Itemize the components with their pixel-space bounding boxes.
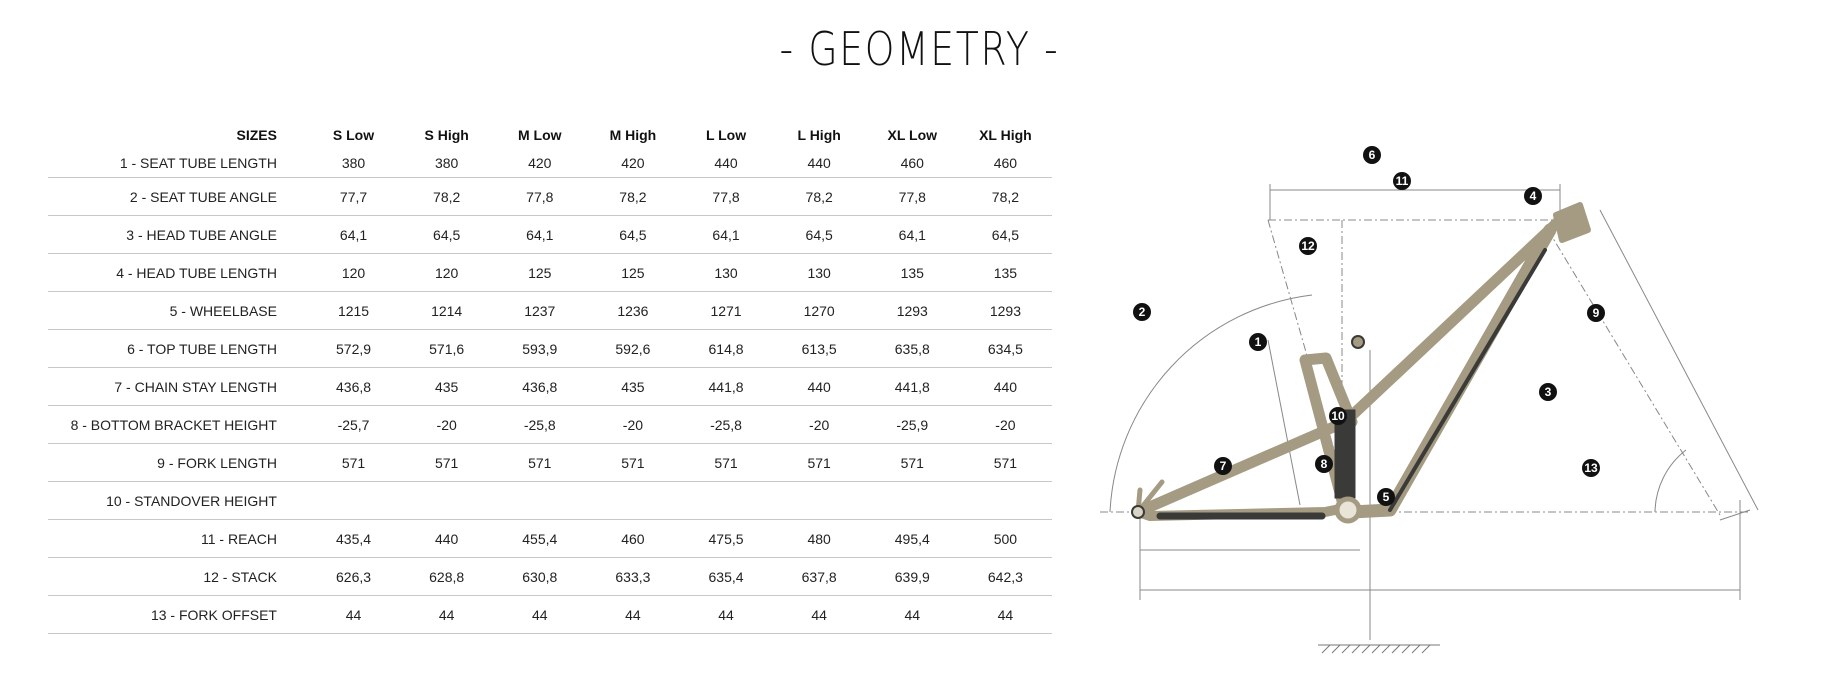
table-cell: 1293 bbox=[866, 292, 959, 330]
row-label: 4 - HEAD TUBE LENGTH bbox=[48, 254, 307, 292]
table-header-row bbox=[48, 122, 1052, 148]
table-cell: 135 bbox=[866, 254, 959, 292]
table-cell: 64,5 bbox=[959, 216, 1052, 254]
dimension-markers bbox=[1133, 146, 1605, 506]
table-cell: 44 bbox=[586, 596, 679, 634]
table-cell: 77,7 bbox=[307, 178, 400, 216]
table-cell: 435,4 bbox=[307, 520, 400, 558]
table-cell: 78,2 bbox=[400, 178, 493, 216]
ground-hatch bbox=[1318, 645, 1440, 653]
table-cell: 44 bbox=[493, 596, 586, 634]
table-cell: 440 bbox=[959, 368, 1052, 406]
table-cell: 1237 bbox=[493, 292, 586, 330]
table-cell: 1215 bbox=[307, 292, 400, 330]
column-header-sizes: SIZES bbox=[236, 127, 277, 143]
table-cell: 44 bbox=[679, 596, 772, 634]
table-cell: 1293 bbox=[959, 292, 1052, 330]
row-label: 11 - REACH bbox=[48, 520, 307, 558]
dimension-marker bbox=[1363, 146, 1381, 164]
row-label: 7 - CHAIN STAY LENGTH bbox=[48, 368, 307, 406]
table-cell: 460 bbox=[586, 520, 679, 558]
table-cell: 64,5 bbox=[773, 216, 866, 254]
dimension-marker bbox=[1524, 187, 1542, 205]
table-cell: 633,3 bbox=[586, 558, 679, 596]
table-cell: 440 bbox=[400, 520, 493, 558]
row-label: 10 - STANDOVER HEIGHT bbox=[48, 482, 307, 520]
table-cell: 440 bbox=[773, 368, 866, 406]
dimension-lines bbox=[1100, 184, 1758, 640]
marker-label: 9 bbox=[1592, 306, 1600, 320]
table-cell bbox=[959, 482, 1052, 520]
table-cell: 635,4 bbox=[679, 558, 772, 596]
dimension-marker bbox=[1214, 457, 1232, 475]
table-cell: 78,2 bbox=[586, 178, 679, 216]
marker-label: 1 bbox=[1254, 335, 1262, 349]
table-cell: 135 bbox=[959, 254, 1052, 292]
dimension-marker bbox=[1539, 383, 1557, 401]
column-header-size: S High bbox=[424, 127, 469, 143]
dimension-marker bbox=[1329, 407, 1347, 425]
dimension-marker bbox=[1393, 172, 1411, 190]
row-label: 2 - SEAT TUBE ANGLE bbox=[48, 178, 307, 216]
column-header-size: M High bbox=[609, 127, 657, 143]
dimension-marker bbox=[1587, 304, 1605, 322]
table-cell: 571,6 bbox=[400, 330, 493, 368]
table-cell: 125 bbox=[586, 254, 679, 292]
bike-frame bbox=[1132, 205, 1588, 521]
table-cell: 642,3 bbox=[959, 558, 1052, 596]
table-cell: 77,8 bbox=[493, 178, 586, 216]
table-cell: 571 bbox=[773, 444, 866, 482]
column-header-size: XL Low bbox=[887, 127, 938, 143]
table-cell: 1271 bbox=[679, 292, 772, 330]
table-cell: 495,4 bbox=[866, 520, 959, 558]
marker-label: 6 bbox=[1368, 148, 1376, 162]
table-cell: 480 bbox=[773, 520, 866, 558]
table-cell: 44 bbox=[773, 596, 866, 634]
table-cell: 64,1 bbox=[493, 216, 586, 254]
table-cell: 44 bbox=[866, 596, 959, 634]
table-row bbox=[48, 406, 1052, 444]
table-cell bbox=[679, 482, 772, 520]
dimension-marker bbox=[1249, 333, 1267, 351]
table-cell: 77,8 bbox=[679, 178, 772, 216]
column-header-size: M Low bbox=[518, 127, 562, 143]
table-cell: 64,5 bbox=[400, 216, 493, 254]
table-cell: 440 bbox=[679, 148, 772, 178]
marker-label: 13 bbox=[1584, 461, 1598, 475]
table-cell: 592,6 bbox=[586, 330, 679, 368]
dimension-marker bbox=[1299, 237, 1317, 255]
table-cell: 571 bbox=[493, 444, 586, 482]
table-cell: -25,8 bbox=[493, 406, 586, 444]
table-cell: -25,8 bbox=[679, 406, 772, 444]
table-cell: 455,4 bbox=[493, 520, 586, 558]
table-cell: 614,8 bbox=[679, 330, 772, 368]
dimension-marker bbox=[1315, 455, 1333, 473]
marker-label: 3 bbox=[1544, 385, 1552, 399]
table-cell: 64,5 bbox=[586, 216, 679, 254]
table-cell: 613,5 bbox=[773, 330, 866, 368]
table-row bbox=[48, 596, 1052, 634]
geometry-diagram bbox=[1090, 148, 1770, 660]
table-cell: 44 bbox=[307, 596, 400, 634]
table-cell: 78,2 bbox=[959, 178, 1052, 216]
table-cell: 626,3 bbox=[307, 558, 400, 596]
column-header-size: S Low bbox=[332, 127, 375, 143]
table-cell: 500 bbox=[959, 520, 1052, 558]
table-row bbox=[48, 148, 1052, 178]
table-cell: 380 bbox=[400, 148, 493, 178]
table-cell: 637,8 bbox=[773, 558, 866, 596]
table-cell bbox=[400, 482, 493, 520]
table-cell: 420 bbox=[586, 148, 679, 178]
table-cell bbox=[773, 482, 866, 520]
table-cell: 571 bbox=[679, 444, 772, 482]
page-title: - GEOMETRY - bbox=[779, 22, 1060, 76]
table-cell: 44 bbox=[400, 596, 493, 634]
column-header-size: XL High bbox=[979, 127, 1032, 143]
row-label: 6 - TOP TUBE LENGTH bbox=[48, 330, 307, 368]
table-row bbox=[48, 368, 1052, 406]
table-cell: 571 bbox=[400, 444, 493, 482]
table-cell: 64,1 bbox=[679, 216, 772, 254]
table-cell: 77,8 bbox=[866, 178, 959, 216]
table-body bbox=[48, 148, 1052, 634]
row-label: 1 - SEAT TUBE LENGTH bbox=[48, 148, 307, 178]
table-cell: 436,8 bbox=[493, 368, 586, 406]
table-row bbox=[48, 444, 1052, 482]
table-cell: 628,8 bbox=[400, 558, 493, 596]
table-row bbox=[48, 482, 1052, 520]
table-cell: 571 bbox=[586, 444, 679, 482]
table-cell: -25,7 bbox=[307, 406, 400, 444]
table-cell: 1236 bbox=[586, 292, 679, 330]
table-cell: 1270 bbox=[773, 292, 866, 330]
table-row bbox=[48, 254, 1052, 292]
table-cell: -20 bbox=[586, 406, 679, 444]
table-cell: 571 bbox=[307, 444, 400, 482]
table-cell: 630,8 bbox=[493, 558, 586, 596]
table-row bbox=[48, 292, 1052, 330]
table-row bbox=[48, 558, 1052, 596]
table-cell: 475,5 bbox=[679, 520, 772, 558]
table-cell: 571 bbox=[866, 444, 959, 482]
table-cell: -25,9 bbox=[866, 406, 959, 444]
table-cell bbox=[307, 482, 400, 520]
table-cell: 130 bbox=[773, 254, 866, 292]
dimension-marker bbox=[1133, 303, 1151, 321]
table-cell: 572,9 bbox=[307, 330, 400, 368]
table-cell: 441,8 bbox=[866, 368, 959, 406]
table-cell: 64,1 bbox=[866, 216, 959, 254]
table-cell: 120 bbox=[307, 254, 400, 292]
table-row bbox=[48, 520, 1052, 558]
row-label: 8 - BOTTOM BRACKET HEIGHT bbox=[48, 406, 307, 444]
geometry-table bbox=[48, 122, 1052, 634]
table-cell bbox=[493, 482, 586, 520]
table-cell: 78,2 bbox=[773, 178, 866, 216]
row-label: 12 - STACK bbox=[48, 558, 307, 596]
table-row bbox=[48, 216, 1052, 254]
marker-label: 5 bbox=[1382, 490, 1390, 504]
table-cell: 571 bbox=[959, 444, 1052, 482]
table-cell: 634,5 bbox=[959, 330, 1052, 368]
column-header-size: L Low bbox=[705, 127, 747, 143]
table-cell bbox=[586, 482, 679, 520]
table-cell: 380 bbox=[307, 148, 400, 178]
row-label: 9 - FORK LENGTH bbox=[48, 444, 307, 482]
table-cell: -20 bbox=[400, 406, 493, 444]
table-cell: 125 bbox=[493, 254, 586, 292]
table-cell: 130 bbox=[679, 254, 772, 292]
dimension-marker bbox=[1377, 488, 1395, 506]
table-cell: 44 bbox=[959, 596, 1052, 634]
marker-label: 11 bbox=[1395, 174, 1409, 188]
marker-label: 12 bbox=[1301, 239, 1315, 253]
dimension-marker bbox=[1582, 459, 1600, 477]
row-label: 5 - WHEELBASE bbox=[48, 292, 307, 330]
marker-label: 2 bbox=[1138, 305, 1146, 319]
table-cell: 635,8 bbox=[866, 330, 959, 368]
marker-label: 10 bbox=[1331, 409, 1345, 423]
table-cell: 441,8 bbox=[679, 368, 772, 406]
table-cell: 435 bbox=[400, 368, 493, 406]
table-cell: -20 bbox=[959, 406, 1052, 444]
table-row bbox=[48, 178, 1052, 216]
marker-label: 4 bbox=[1529, 189, 1537, 203]
marker-label: 8 bbox=[1320, 457, 1328, 471]
row-label: 3 - HEAD TUBE ANGLE bbox=[48, 216, 307, 254]
table-cell: 1214 bbox=[400, 292, 493, 330]
table-cell: 120 bbox=[400, 254, 493, 292]
table-cell: -20 bbox=[773, 406, 866, 444]
table-row bbox=[48, 330, 1052, 368]
table-cell: 440 bbox=[773, 148, 866, 178]
table-cell: 460 bbox=[959, 148, 1052, 178]
column-header-size: L High bbox=[797, 127, 841, 143]
table-cell: 435 bbox=[586, 368, 679, 406]
table-cell: 436,8 bbox=[307, 368, 400, 406]
table-cell: 639,9 bbox=[866, 558, 959, 596]
table-cell: 593,9 bbox=[493, 330, 586, 368]
marker-label: 7 bbox=[1219, 459, 1227, 473]
table-cell: 420 bbox=[493, 148, 586, 178]
table-cell: 460 bbox=[866, 148, 959, 178]
row-label: 13 - FORK OFFSET bbox=[48, 596, 307, 634]
table-cell: 64,1 bbox=[307, 216, 400, 254]
table-cell bbox=[866, 482, 959, 520]
